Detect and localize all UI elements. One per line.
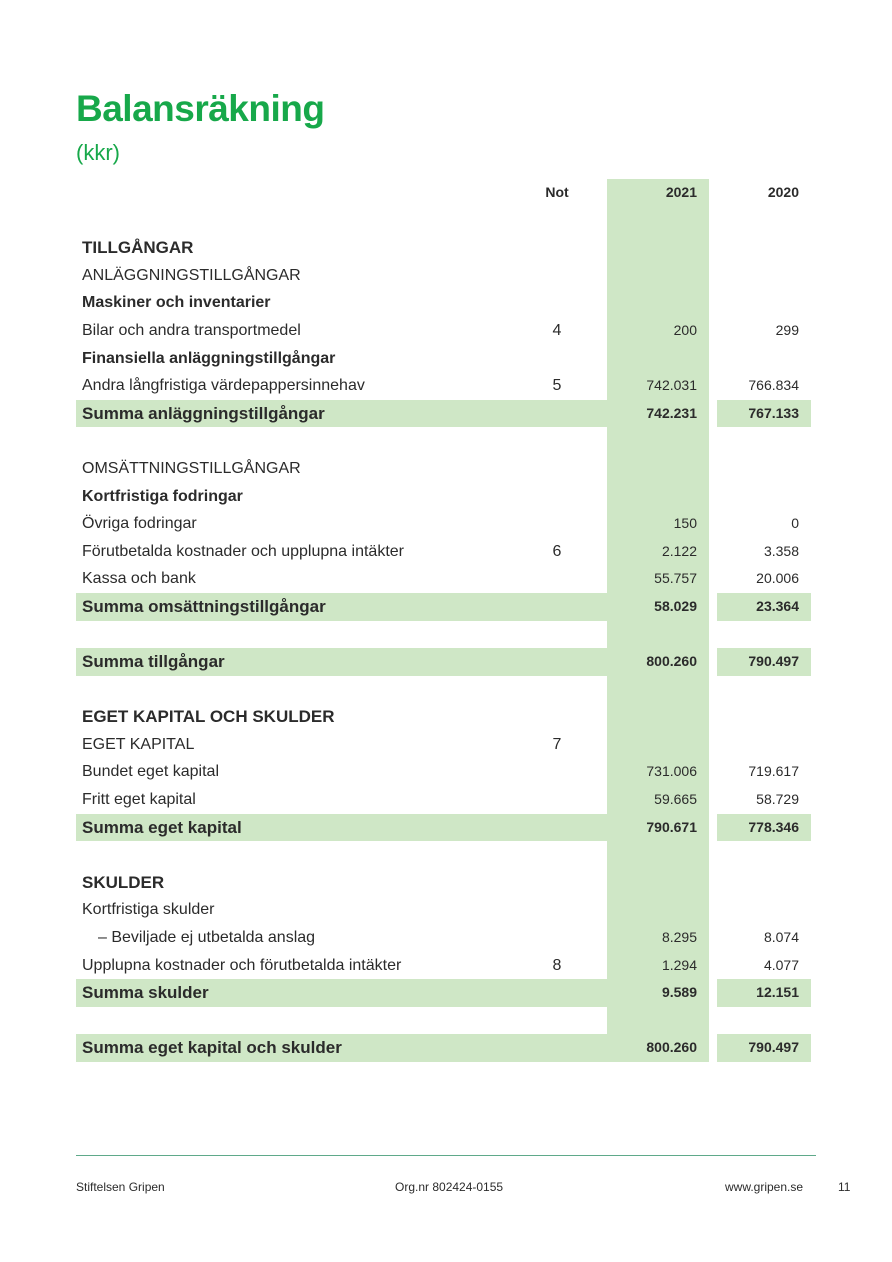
- row-label: EGET KAPITAL OCH SKULDER: [82, 707, 335, 727]
- row-value-2020: 58.729: [756, 791, 799, 808]
- table-row: [76, 510, 811, 538]
- total-row: [76, 1034, 811, 1062]
- spacer-row: [76, 621, 811, 649]
- row-label: Kortfristiga skulder: [82, 901, 215, 919]
- row-value-2020: 8.074: [763, 929, 799, 946]
- table-row: [76, 455, 811, 483]
- row-value-2020: 790.497: [748, 653, 799, 670]
- row-value-2021: 8.295: [661, 929, 697, 946]
- row-value-2021: 59.665: [654, 791, 697, 808]
- row-value-2021: 200: [673, 321, 697, 338]
- row-value-2021: 150: [673, 515, 697, 532]
- table-row: [76, 317, 811, 345]
- row-label: Summa anläggningstillgångar: [82, 403, 325, 423]
- footer-website: www.gripen.se: [725, 1180, 804, 1194]
- row-label: Finansiella anläggningstillgångar: [82, 349, 336, 367]
- row-value-2020: 0: [791, 515, 799, 532]
- row-note: 8: [552, 956, 562, 974]
- row-value-2020: 23.364: [756, 597, 799, 614]
- section-heading-row: [76, 869, 811, 897]
- row-label: – Beviljade ej utbetalda anslag: [98, 929, 316, 947]
- row-value-2021: 742.031: [646, 377, 697, 394]
- row-value-2020: 766.834: [748, 377, 799, 394]
- row-label: Summa skulder: [82, 983, 209, 1003]
- table-row: [76, 289, 811, 317]
- row-value-2021: 1.294: [661, 956, 697, 973]
- row-label: Maskiner och inventarier: [82, 294, 271, 312]
- row-note: 5: [552, 377, 562, 395]
- table-row: [76, 786, 811, 814]
- row-label: Kortfristiga fodringar: [82, 487, 243, 505]
- row-value-2021: 55.757: [654, 570, 697, 587]
- row-value-2021: 742.231: [646, 404, 697, 421]
- spacer-row: [76, 427, 811, 455]
- table-row: [76, 345, 811, 373]
- table-row: [76, 483, 811, 511]
- row-value-2020: 767.133: [748, 404, 799, 421]
- row-label: TILLGÅNGAR: [82, 238, 194, 258]
- row-value-2021: 2.122: [661, 542, 697, 559]
- footer-organization: Stiftelsen Gripen: [76, 1180, 165, 1194]
- row-value-2021: 800.260: [646, 1039, 697, 1056]
- row-value-2020: 790.497: [748, 1039, 799, 1056]
- section-heading-row: [76, 234, 811, 262]
- page-subtitle: (kkr): [76, 140, 120, 165]
- row-label: Summa tillgångar: [82, 652, 225, 672]
- row-label: Summa eget kapital och skulder: [82, 1038, 342, 1058]
- total-row: [76, 648, 811, 676]
- row-label: Förutbetalda kostnader och upplupna intäkter: [82, 542, 404, 560]
- row-value-2020: 299: [775, 321, 799, 338]
- row-label: Andra långfristiga värdepappersinnehav: [82, 377, 365, 395]
- total-row: [76, 400, 811, 428]
- year-2021-header: 2021: [665, 184, 697, 200]
- row-label: Kassa och bank: [82, 570, 196, 588]
- spacer-row: [76, 1007, 811, 1035]
- row-note: 4: [552, 321, 562, 339]
- spacer-row: [76, 676, 811, 704]
- row-label: Bilar och andra transportmedel: [82, 321, 301, 339]
- section-heading-row: [76, 703, 811, 731]
- row-value-2020: 719.617: [748, 763, 799, 780]
- table-row: [76, 924, 811, 952]
- table-row: [76, 731, 811, 759]
- table-row: [76, 952, 811, 980]
- row-value-2021: 800.260: [646, 653, 697, 670]
- table-row: [76, 565, 811, 593]
- footer-org-number: Org.nr 802424-0155: [395, 1180, 504, 1194]
- row-value-2020: 778.346: [748, 818, 799, 835]
- page-number: 11: [838, 1180, 851, 1194]
- spacer-row: [76, 841, 811, 869]
- row-note: 7: [552, 735, 562, 753]
- row-value-2020: 20.006: [756, 570, 799, 587]
- row-value-2021: 731.006: [646, 763, 697, 780]
- spacer-row: [76, 207, 811, 235]
- row-label: EGET KAPITAL: [82, 735, 195, 753]
- total-row: [76, 814, 811, 842]
- row-label: Summa omsättningstillgångar: [82, 596, 326, 616]
- table-row: [76, 262, 811, 290]
- row-label: OMSÄTTNINGSTILLGÅNGAR: [82, 459, 301, 477]
- total-row: [76, 979, 811, 1007]
- note-column-header: Not: [545, 184, 569, 200]
- row-value-2020: 3.358: [763, 542, 799, 559]
- row-label: ANLÄGGNINGSTILLGÅNGAR: [82, 266, 301, 284]
- table-row: [76, 372, 811, 400]
- footer-divider: [76, 1155, 816, 1156]
- row-label: SKULDER: [82, 872, 165, 892]
- table-row: [76, 538, 811, 566]
- row-value-2021: 9.589: [661, 984, 697, 1001]
- row-label: Övriga fodringar: [82, 515, 197, 533]
- row-label: Upplupna kostnader och förutbetalda intäkter: [82, 956, 402, 974]
- row-value-2021: 58.029: [654, 597, 697, 614]
- page-title: Balansräkning: [76, 88, 325, 129]
- row-note: 6: [552, 542, 562, 560]
- total-row: [76, 593, 811, 621]
- row-label: Bundet eget kapital: [82, 763, 219, 781]
- year-2020-header: 2020: [767, 184, 799, 200]
- row-value-2020: 12.151: [756, 984, 799, 1001]
- balance-sheet-table: [76, 179, 811, 1062]
- table-row: [76, 758, 811, 786]
- table-row: [76, 896, 811, 924]
- row-label: Fritt eget kapital: [82, 791, 196, 809]
- row-value-2020: 4.077: [763, 956, 799, 973]
- row-value-2021: 790.671: [646, 818, 697, 835]
- table-header-row: [76, 179, 811, 207]
- row-label: Summa eget kapital: [82, 817, 242, 837]
